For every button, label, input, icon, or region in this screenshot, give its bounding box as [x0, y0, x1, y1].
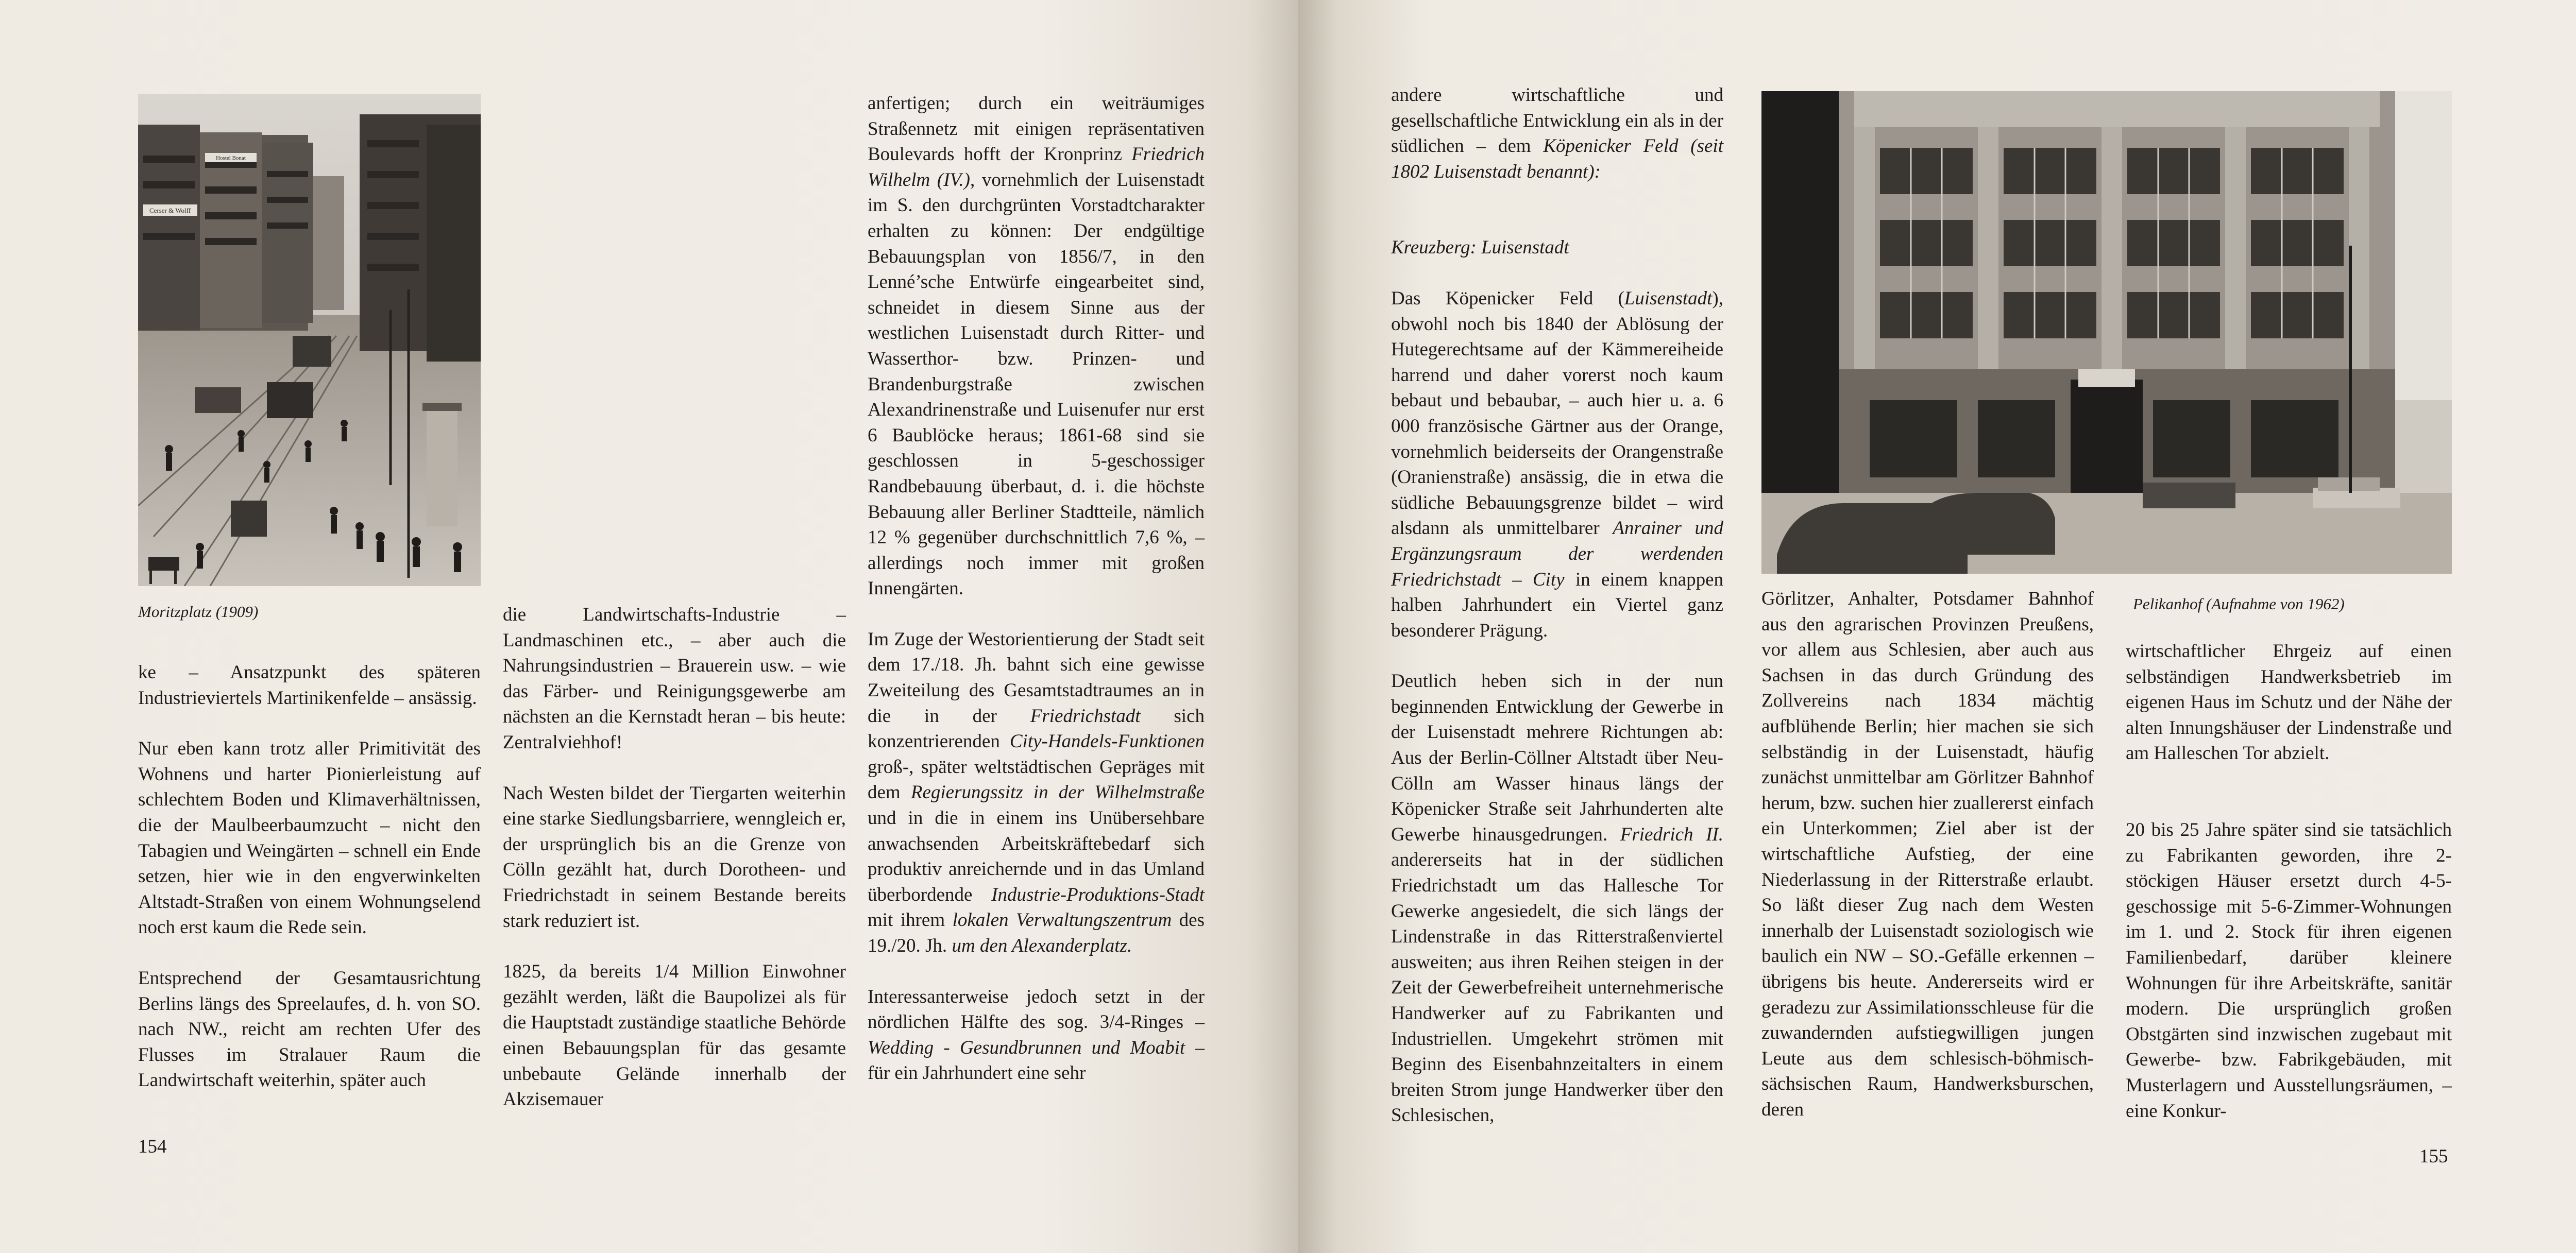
text-run: in einem knappen halben Jahrhundert ein Viertel ganz besonderer Prägung.: [1391, 569, 1723, 641]
paragraph: Görlitzer, Anhalter, Potsdamer Bahnhof aus den agrarischen Provinzen Preußens, vor allem aus Schlesien, aber auch aus Sachsen in das durch Gründung des Zollvereins nach 1834 mächtig aufblühende Berlin; hier machen sie sich selbständig in der Luisenstadt, häufig zunächst unmittelbar am Görlitzer Bahnhof herum, bzw. suchen hier zuallererst einfach ein Unterkommen; Ziel aber ist der wirtschaftliche Aufstieg, der eine Niederlassung in der Ritterstraße erlaubt. So läßt dieser Zug nach dem Westen innerhalb der Luisenstadt soziologisch wie baulich ein NW – SO.-Gefälle erkennen – übrigens bis heute. Andererseits wird er geradezu zur Assimilationsschleuse für die zuwandernden aufstiegwilligen jungen Leute aus dem schlesisch-böhmisch-sächsischen Raum, Handwerksburschen, deren: [1761, 588, 2094, 1120]
italic-run: Anrainer und Ergänzungsraum der werdenden Friedrichstadt – City: [1391, 518, 1723, 590]
paragraph: [1391, 82, 1723, 184]
paragraph: 1825, da bereits 1/4 Million Einwohner gezählt werden, läßt die Baupolizei als für die Hauptstadt zuständige staatliche Behörde einen Bebauungsplan für das gesamte unbebaute Gelände innerhalb der Akzisemauer: [503, 961, 846, 1110]
paragraph: Nach Westen bildet der Tiergarten weiterhin eine starke Siedlungsbarriere, wenngleich er, der ursprünglich bis an die Grenze von Cölln gezählt hat, durch Dorotheen- und Friedrichstadt in seinem Bestande bereits stark reduziert ist.: [503, 782, 846, 932]
paragraph: wirtschaftlicher Ehrgeiz auf einen selbständigen Handwerksbetrieb im eigenen Haus im Schutz und der Nähe der alten Innungshäuser der Lindenstraße und am Halleschen Tor abzielt.: [2126, 641, 2452, 764]
pelikanhof-photo: [1761, 91, 2452, 574]
moritzplatz-photo-drawing: [138, 94, 481, 586]
text-column-6: [2126, 639, 2452, 1124]
italic-run: lokalen Verwaltungszentrum: [952, 909, 1172, 931]
text-run: Interessanterweise jedoch setzt in der nördlichen Hälfte des sog. 3/4-Ringes: [868, 986, 1205, 1033]
text-run: anfertigen; durch ein weiträumiges Straßennetz mit einigen repräsentativen Boulevards hofft der Kronprinz: [868, 93, 1205, 165]
paragraph: Nur eben kann trotz aller Primitivität des Wohnens und harter Pionierleistung auf schlechtem Boden und Klimaverhältnissen, die der Maulbeerbaumzucht – nicht den Tabagien und Weingärten – schnell ein Ende setzen, hier wie in den engverwinkelten Altstadt-Straßen von einem Wohnungselend noch erst kaum die Rede sein.: [138, 738, 481, 938]
pelikanhof-photo-drawing: [1761, 91, 2452, 574]
paragraph: [868, 91, 1205, 602]
italic-run: Köpenicker Feld (seit 1802 Luisenstadt benannt):: [1391, 135, 1723, 182]
text-column-4: [1391, 82, 1723, 1128]
italic-run: Friedrichstadt: [1030, 705, 1141, 727]
text-run: ), obwohl noch bis 1840 der Ablösung der Hutegerechtsame auf der Kämmereiheide harrend und daher vorerst noch kaum bebaut und bebaubar, – auch hier u. a. 6 000 französische Gärtner aus der Orange, vornehmlich beiderseits der Orangenstraße (Oranienstraße) ansässig, die in etwa die südliche Bebauungsgrenze bildet – wird alsdann als unmittelbarer: [1391, 287, 1723, 539]
text-run: andererseits hat in der südlichen Friedrichstadt um das Hallesche Tor Gewerke angesiedelt, die sich längs der Lindenstraße in das Ritterstraßenviertel ausweiten; aus ihren Reihen steigen in der Zeit der Gewerbefreiheit unternehmerische Handwerker auf zu Fabrikanten und Industriellen. Umgekehrt strömen mit Beginn des Eisenbahnzeitalters in einem breiten Strom junge Handwerker über den Schlesischen,: [1391, 849, 1723, 1126]
photo-caption-moritzplatz: Moritzplatz (1909): [138, 603, 259, 621]
text-run: des 19./20. Jh.: [868, 909, 1205, 956]
italic-run: Friedrich II.: [1620, 823, 1723, 845]
page-number-left: 154: [138, 1136, 167, 1157]
italic-run: City-Handels-Funktionen: [1009, 731, 1205, 752]
paragraph: [1391, 286, 1723, 643]
text-run: , vornehmlich der Luisenstadt im S. den durchgrünten Vorstadtcharakter erhalten zu können: Der endgültige Bebauungsplan von 1856/7, in den Lenné’sche Entwürfe eingearbeitet sind, schneidet in diesem Sinne aus der westlichen Luisenstadt durch Ritter- und Wasserthor- bzw. Prinzen- und Brandenburgstraße zwischen Alexandrinenstraße und Luisenufer nur erst 6 Baublöcke heraus; 1861-68 sind sie geschlossen in 5-geschossiger Randbebauung überbaut, d. i. die höchste Bebauung aller Berliner Stadtteile, nämlich 12 % gegenüber durchschnittlich 7,6 %, – allerdings noch immer mit großen Innengärten.: [868, 169, 1205, 599]
italic-run: Luisenstadt: [1624, 287, 1713, 309]
paragraph: [868, 984, 1205, 1086]
italic-run: Industrie-Produktions-Stadt: [991, 884, 1205, 905]
text-column-3: [868, 91, 1205, 1086]
shop-sign-left: Cerser & Wolff: [149, 207, 191, 214]
italic-run: – Wedding - Gesundbrunnen und Moabit: [868, 1011, 1205, 1058]
text-run: groß-, später weltstädtischen Gepräges mit dem: [868, 756, 1205, 803]
text-run: – für ein Jahrhundert eine sehr: [868, 1037, 1205, 1084]
moritzplatz-photo: [138, 94, 481, 586]
text-run: und in die in einem ins Unübersehbare anwachsenden Arbeitskräftebedarf sich produktiv anreichernde und in das Umland überbordende: [868, 808, 1205, 905]
text-run: Im Zuge der Westorientierung der Stadt seit dem 17./18. Jh. bahnt sich eine gewisse Zweiteilung des Gesamtstadtraumes an in die in der: [868, 628, 1205, 727]
photo-caption-pelikanhof: Pelikanhof (Aufnahme von 1962): [2133, 595, 2345, 613]
paragraph: [1391, 668, 1723, 1128]
shop-sign-hotel: Hostel Bonat: [216, 155, 246, 161]
italic-run: Friedrich Wilhelm (IV.): [868, 144, 1205, 191]
text-column-2: [503, 602, 846, 1112]
paragraph: die Landwirtschafts-Industrie – Landmaschinen etc., – aber auch die Nahrungsindustrien – Brauerein usw. – wie das Färber- und Reinigungsgewerbe am nächsten an die Kernstadt heran – bis heute: Zentralviehhof!: [503, 604, 846, 753]
text-run: Das Köpenicker Feld (: [1391, 287, 1624, 309]
paragraph: ke – Ansatzpunkt des späteren Industrieviertels Martinikenfelde – ansässig.: [138, 662, 481, 709]
text-run: andere wirtschaftliche und gesellschaftliche Entwicklung ein als in der südlichen – dem: [1391, 84, 1723, 157]
text-column-1: [138, 660, 481, 1093]
text-run: mit ihrem: [868, 909, 953, 931]
paragraph: 20 bis 25 Jahre später sind sie tatsächlich zu Fabrikanten geworden, ihre 2-stöckigen Häuser ersetzt durch 4-5-geschossige mit 5-6-Zimmer-Wohnungen im 1. und 2. Stock für ihren eigenen Familienbedarf, darüber kleinere Wohnungen für ihre Arbeitskräfte, sanitär modern. Die ursprünglich großen Obstgärten sind inzwischen zugebaut mit Gewerbe- bzw. Fabrikgebäuden, mit Musterlagern und Ausstellungsräumen, – eine Konkur-: [2126, 819, 2452, 1122]
section-heading: Kreuzberg: Luisenstadt: [1391, 237, 1569, 259]
page-number-right: 155: [2419, 1146, 2448, 1167]
italic-run: um den Alexanderplatz.: [952, 935, 1132, 956]
italic-run: Regierungssitz in der Wilhelmstraße: [910, 782, 1205, 803]
paragraph: [868, 627, 1205, 959]
right-page: [1298, 0, 2576, 1253]
text-run: sich konzentrierenden: [868, 705, 1205, 752]
text-run: Deutlich heben sich in der nun beginnenden Entwicklung der Gewerbe in der Luisenstadt mehrere Richtungen ab: Aus der Berlin-Cöllner Altstadt über Neu-Cölln am Wasser hinaus längs der Köpenicker Straße seit Jahrhunderten alte Gewerbe hinausgedrungen.: [1391, 671, 1723, 845]
text-column-5: [1761, 586, 2094, 1122]
paragraph: Entsprechend der Gesamtausrichtung Berlins längs des Spreelaufes, d. h. von SO. nach NW., reicht am rechten Ufer des Flusses im Stralauer Raum die Landwirtschaft weiterhin, später auch: [138, 967, 481, 1091]
